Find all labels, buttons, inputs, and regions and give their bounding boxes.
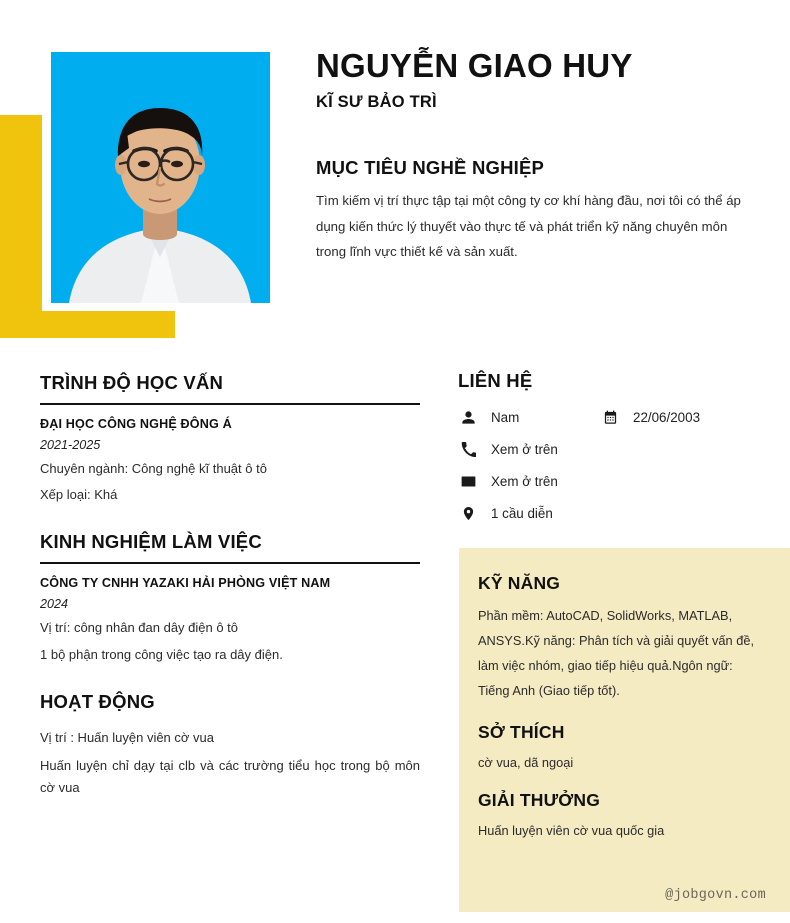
education-heading: TRÌNH ĐỘ HỌC VẤN [40,372,224,393]
contact-email-value: Xem ở trên [491,473,558,489]
experience-years: 2024 [40,596,69,611]
activities-section [40,691,420,799]
education-grade: Xếp loại: Khá [40,487,118,503]
skills-section [478,573,764,704]
yellow-accent-horizontal-bar [0,311,175,338]
awards-text: Huấn luyện viên cờ vua quốc gia [478,823,665,838]
contact-phone [458,442,600,457]
contact-row [458,433,778,465]
envelope-icon [458,474,478,489]
education-years: 2021-2025 [40,437,101,452]
skills-text: Phần mềm: AutoCAD, SolidWorks, MATLAB, ANSYS.Kỹ năng: Phân tích và giải quyết vấn đề, làm việc nhóm, giao tiếp hiệu quả.Ngôn ngữ: Tiếng Anh (Giao tiếp tốt). [478,608,755,698]
activities-detail: Huấn luyện chỉ dạy tại clb và các trường tiểu học trong bộ môn cờ vua [40,757,420,795]
activities-heading: HOẠT ĐỘNG [40,690,155,712]
candidate-job-title: KĨ SƯ BẢO TRÌ [316,92,437,111]
contact-address-value: 1 cầu diễn [491,505,553,521]
contact-gender [458,410,600,425]
experience-company: CÔNG TY CNHH YAZAKI HẢI PHÒNG VIỆT NAM [40,575,331,590]
spacer-experience-activities [40,665,420,691]
career-objective-heading: MỤC TIÊU NGHỀ NGHIỆP [316,156,545,178]
spacer-education-experience [40,505,420,531]
hobbies-heading: SỞ THÍCH [478,721,565,742]
skills-heading: KỸ NĂNG [478,573,561,593]
contact-gender-value: Nam [491,409,520,425]
contact-heading: LIÊN HỆ [458,370,533,391]
hobbies-text: cờ vua, dã ngoại [478,754,574,770]
activities-body [40,727,420,799]
hobbies-section [478,722,764,772]
education-section [40,372,420,505]
phone-icon [458,442,478,457]
experience-section [40,531,420,664]
portrait-photo [51,52,270,303]
contact-email [458,474,600,489]
awards-heading: GIẢI THƯỞNG [478,790,601,810]
experience-position: Vị trí: công nhân đan dây điện ô tô [40,619,239,635]
contact-row [458,401,778,433]
education-divider [40,403,420,405]
education-school: ĐẠI HỌC CÔNG NGHỆ ĐÔNG Á [40,416,232,431]
contact-birthdate [600,410,700,425]
contact-row [458,465,778,497]
career-objective-text: Tìm kiếm vị trí thực tập tại một công ty cơ khí hàng đầu, nơi tôi có thể áp dụng kiến thức lý thuyết vào thực tế và phát triển kỹ năng chuyên môn trong lĩnh vực thiết kế và sản xuất. [316,192,741,260]
candidate-name: NGUYỄN GIAO HUY [316,47,633,84]
calendar-icon [600,410,620,425]
yellow-accent-vertical-bar [0,115,42,338]
contact-phone-value: Xem ở trên [491,441,558,457]
contact-section [458,370,778,529]
resume-header [316,48,756,265]
experience-divider [40,562,420,564]
contact-row [458,497,778,529]
spacer-skills-hobbies [478,704,764,722]
spacer-hobbies-awards [478,772,764,790]
left-column [40,372,420,799]
awards-section [478,790,764,840]
contact-birthdate-value: 22/06/2003 [633,409,701,425]
education-major: Chuyên ngành: Công nghệ kĩ thuật ô tô [40,460,267,476]
experience-heading: KINH NGHIỆM LÀM VIỆC [40,531,262,553]
side-panel [459,548,790,912]
site-watermark: @jobgovn.com [665,888,766,903]
activities-position: Vị trí : Huấn luyện viên cờ vua [40,729,214,745]
contact-address [458,506,600,521]
person-icon [458,410,478,425]
location-pin-icon [458,506,478,521]
experience-detail: 1 bộ phận trong công việc tạo ra dây điện. [40,646,283,662]
